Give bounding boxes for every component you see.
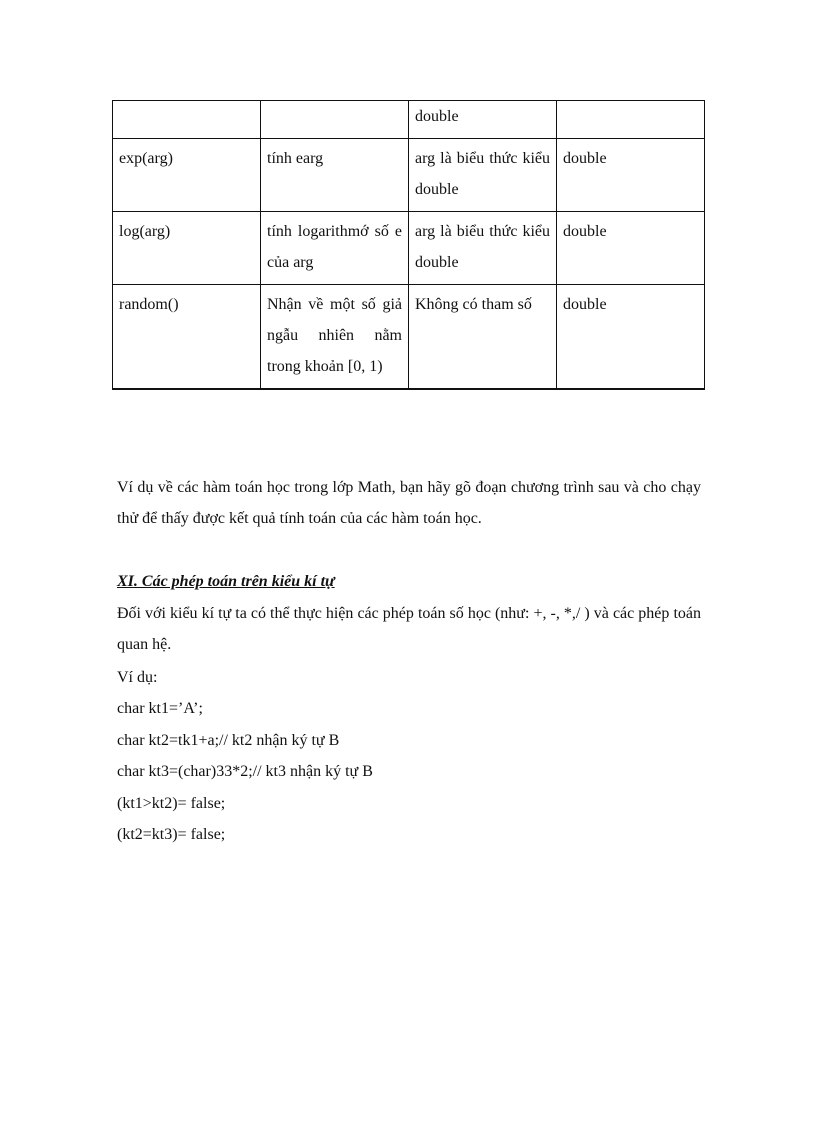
section-heading: XI. Các phép toán trên kiểu kí tự <box>117 573 335 590</box>
table-cell: tính earg <box>261 139 409 212</box>
intro-paragraph: Ví dụ về các hàm toán học trong lớp Math, bạn hãy gõ đoạn chương trình sau và cho chạy thử để thấy được kết quả tính toán của các hàm toán học. <box>117 479 701 527</box>
table-cell: random() <box>113 285 261 390</box>
table-row <box>113 285 705 390</box>
table-cell: tính logarithmớ số e của arg <box>261 212 409 285</box>
table-cell: exp(arg) <box>113 139 261 212</box>
example-label: Ví dụ: <box>117 669 158 686</box>
table-cell: arg là biểu thức kiểu double <box>409 139 557 212</box>
table-cell: double <box>409 101 557 139</box>
table-cell: double <box>557 139 705 212</box>
code-line: char kt2=tk1+a;// kt2 nhận ký tự B <box>117 732 340 749</box>
table-cell: Không có tham số <box>409 285 557 390</box>
table-cell: log(arg) <box>113 212 261 285</box>
code-line: (kt2=kt3)= false; <box>117 826 226 843</box>
table-cell: double <box>557 285 705 390</box>
code-line: char kt3=(char)33*2;// kt3 nhận ký tự B <box>117 763 373 780</box>
table-row <box>113 139 705 212</box>
section-paragraph: Đối với kiểu kí tự ta có thể thực hiện các phép toán số học (như: +, -, *,/ ) và các phép toán quan hệ. <box>117 605 701 653</box>
math-functions-table <box>112 100 705 390</box>
table-cell <box>261 101 409 139</box>
table-row <box>113 212 705 285</box>
table-cell <box>557 101 705 139</box>
table-row <box>113 101 705 139</box>
code-line: (kt1>kt2)= false; <box>117 795 226 812</box>
table-cell: double <box>557 212 705 285</box>
table-cell: Nhận về một số giả ngẫu nhiên nằm trong khoản [0, 1) <box>261 285 409 390</box>
table-cell <box>113 101 261 139</box>
table-cell: arg là biểu thức kiểu double <box>409 212 557 285</box>
code-line: char kt1=’A’; <box>117 700 203 717</box>
